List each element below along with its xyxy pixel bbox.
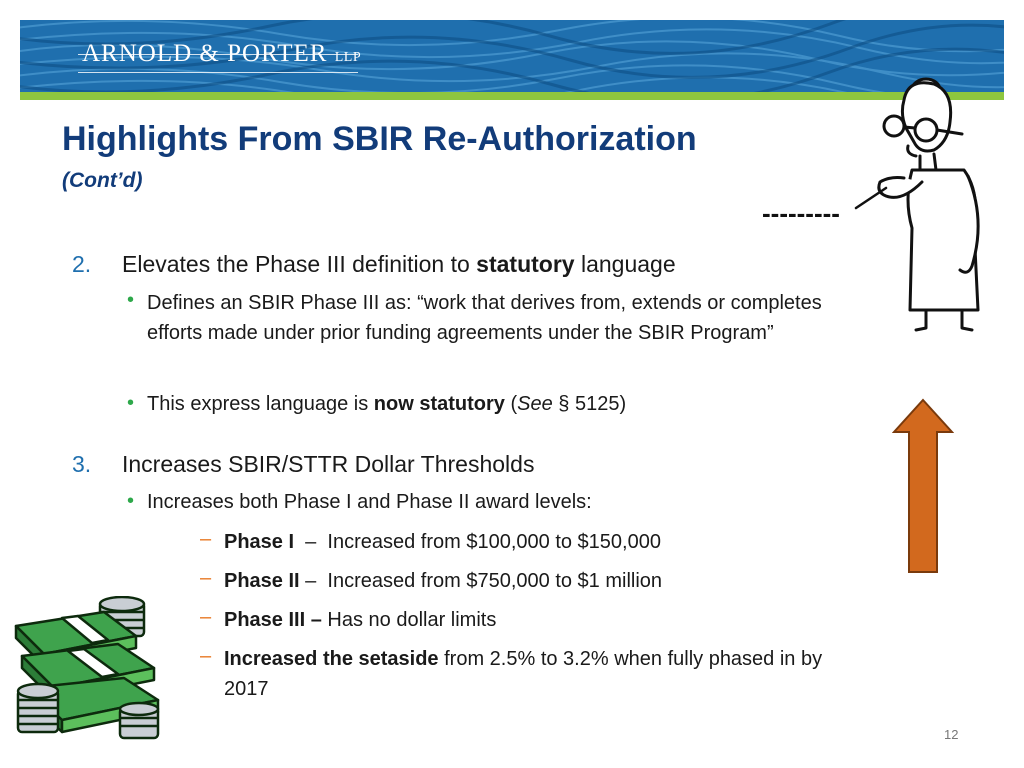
- page-number: 12: [944, 727, 959, 742]
- item-number: 2.: [72, 251, 92, 277]
- dash-marker: –: [200, 567, 212, 589]
- bullet-marker: •: [127, 392, 135, 414]
- up-arrow-icon: [892, 398, 954, 574]
- brand-suffix: LLP: [334, 50, 362, 65]
- dash-marker: –: [200, 645, 212, 667]
- brand-rule-bottom: [78, 72, 358, 73]
- bullet-text-italic: See: [517, 393, 553, 415]
- bullet-marker: •: [127, 289, 135, 311]
- item-text-bold: statutory: [476, 251, 575, 277]
- bullet-text: [147, 389, 626, 419]
- subitem-rest: from 2.5% to 3.2% when fully phased in by 2017: [224, 648, 823, 700]
- bullet-text-start: This express language is: [147, 393, 374, 415]
- bullet-marker: •: [127, 490, 135, 512]
- money-stack-icon: [8, 596, 168, 746]
- subitem-rest: – Increased from $100,000 to $150,000: [294, 531, 661, 553]
- item-text: [122, 251, 676, 278]
- slide-subtitle: (Cont’d): [62, 169, 143, 192]
- dash-marker: –: [200, 606, 212, 628]
- subitem-rest: – Increased from $750,000 to $1 million: [299, 570, 663, 592]
- item-text: Increases SBIR/STTR Dollar Thresholds: [122, 451, 535, 477]
- slide-title: Highlights From SBIR Re-Authorization: [62, 120, 697, 158]
- item-text-end: language: [574, 251, 676, 277]
- bullet-text-mid: (: [504, 393, 518, 415]
- brand-name: ARNOLD & PORTER: [82, 40, 328, 67]
- dash-marker: –: [200, 528, 212, 550]
- subitem-bold: Phase II: [224, 570, 300, 592]
- subitem-text: [224, 605, 496, 635]
- item-text-start: Elevates the Phase III definition to: [122, 251, 477, 277]
- teacher-figure-icon: [846, 70, 996, 332]
- item-number: 3.: [72, 451, 92, 477]
- subitem-bold: Phase III –: [224, 609, 322, 631]
- brand-logo: [82, 40, 361, 68]
- pointer-dashes: ---------: [762, 198, 840, 228]
- subitem-bold: Phase I: [224, 531, 295, 553]
- bullet-text: Defines an SBIR Phase III as: “work that derives from, extends or completes efforts made under prior funding agreements under the SBIR Program”: [147, 292, 822, 344]
- bullet-text-end: § 5125): [552, 393, 627, 415]
- subitem-text: [224, 644, 864, 704]
- subitem-text: [224, 527, 661, 557]
- bullet-text: Increases both Phase I and Phase II award levels:: [147, 491, 592, 513]
- subitem-text: [224, 566, 662, 596]
- bullet-text-bold: now statutory: [373, 393, 505, 415]
- subitem-bold: Increased the setaside: [224, 648, 439, 670]
- subitem-rest: Has no dollar limits: [321, 609, 497, 631]
